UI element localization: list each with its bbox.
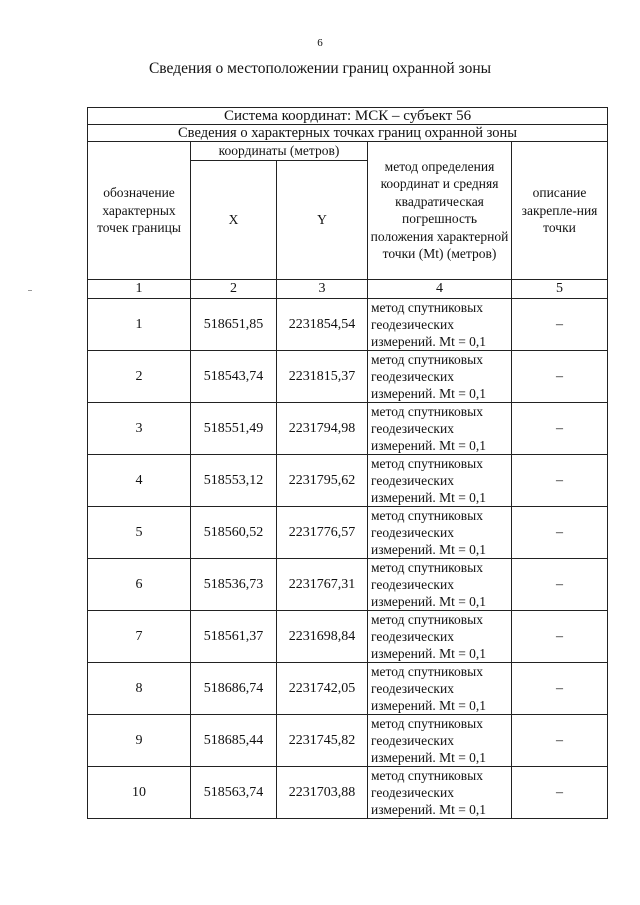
method-cell: метод спутниковых геодезических измерений. Mt = 0,1 <box>368 558 512 610</box>
y-coordinate-cell: 2231767,31 <box>277 558 368 610</box>
header-y: Y <box>277 160 368 279</box>
y-coordinate-cell: 2231815,37 <box>277 350 368 402</box>
table-row <box>88 610 608 662</box>
header-designation: обозначение характерных точек границы <box>88 142 191 280</box>
coordinate-system-cell: Система координат: МСК – субъект 56 <box>88 108 608 125</box>
method-cell: метод спутниковых геодезических измерений. Mt = 0,1 <box>368 610 512 662</box>
point-number-cell: 6 <box>88 558 191 610</box>
point-number-cell: 10 <box>88 766 191 818</box>
x-coordinate-cell: 518560,52 <box>191 506 277 558</box>
method-cell: метод спутниковых геодезических измерений. Mt = 0,1 <box>368 454 512 506</box>
column-number: 1 <box>88 279 191 298</box>
description-cell: – <box>512 610 608 662</box>
method-cell: метод спутниковых геодезических измерений. Mt = 0,1 <box>368 662 512 714</box>
method-cell: метод спутниковых геодезических измерений. Mt = 0,1 <box>368 350 512 402</box>
x-coordinate-cell: 518536,73 <box>191 558 277 610</box>
column-number: 4 <box>368 279 512 298</box>
method-cell: метод спутниковых геодезических измерений. Mt = 0,1 <box>368 402 512 454</box>
y-coordinate-cell: 2231794,98 <box>277 402 368 454</box>
description-cell: – <box>512 298 608 350</box>
x-coordinate-cell: 518551,49 <box>191 402 277 454</box>
header-method: метод определения координат и средняя квадратическая погрешность положения характерной точки (Mt) (метров) <box>368 142 512 280</box>
point-number-cell: 1 <box>88 298 191 350</box>
page-number: 6 <box>317 37 323 49</box>
method-cell: метод спутниковых геодезических измерений. Mt = 0,1 <box>368 714 512 766</box>
method-cell: метод спутниковых геодезических измерений. Mt = 0,1 <box>368 506 512 558</box>
point-number-cell: 8 <box>88 662 191 714</box>
y-coordinate-cell: 2231703,88 <box>277 766 368 818</box>
y-coordinate-cell: 2231698,84 <box>277 610 368 662</box>
header-coordinates: координаты (метров) <box>191 142 368 161</box>
method-cell: метод спутниковых геодезических измерений. Mt = 0,1 <box>368 298 512 350</box>
section-heading-cell: Сведения о характерных точках границ охранной зоны <box>88 125 608 142</box>
y-coordinate-cell: 2231776,57 <box>277 506 368 558</box>
description-cell: – <box>512 662 608 714</box>
description-cell: – <box>512 766 608 818</box>
table-row <box>88 402 608 454</box>
column-number: 5 <box>512 279 608 298</box>
y-coordinate-cell: 2231854,54 <box>277 298 368 350</box>
header-row <box>88 142 608 161</box>
description-cell: – <box>512 350 608 402</box>
x-coordinate-cell: 518543,74 <box>191 350 277 402</box>
table-row <box>88 454 608 506</box>
header-x: X <box>191 160 277 279</box>
margin-mark <box>28 290 32 291</box>
y-coordinate-cell: 2231742,05 <box>277 662 368 714</box>
point-number-cell: 2 <box>88 350 191 402</box>
description-cell: – <box>512 454 608 506</box>
method-cell: метод спутниковых геодезических измерений. Mt = 0,1 <box>368 766 512 818</box>
x-coordinate-cell: 518561,37 <box>191 610 277 662</box>
point-number-cell: 9 <box>88 714 191 766</box>
column-number: 2 <box>191 279 277 298</box>
column-number-row <box>88 279 608 298</box>
table-row <box>88 558 608 610</box>
description-cell: – <box>512 558 608 610</box>
column-number: 3 <box>277 279 368 298</box>
table-body <box>88 108 608 819</box>
table-row <box>88 714 608 766</box>
description-cell: – <box>512 506 608 558</box>
table-row <box>88 662 608 714</box>
coordinate-system-row <box>88 108 608 125</box>
x-coordinate-cell: 518685,44 <box>191 714 277 766</box>
description-cell: – <box>512 402 608 454</box>
table-row <box>88 506 608 558</box>
document-title: Сведения о местоположении границ охранной зоны <box>148 60 492 77</box>
x-coordinate-cell: 518651,85 <box>191 298 277 350</box>
header-description: описание закрепле-ния точки <box>512 142 608 280</box>
point-number-cell: 5 <box>88 506 191 558</box>
boundary-points-table <box>87 107 608 819</box>
table-row <box>88 298 608 350</box>
table-row <box>88 350 608 402</box>
section-heading-row <box>88 125 608 142</box>
description-cell: – <box>512 714 608 766</box>
point-number-cell: 7 <box>88 610 191 662</box>
x-coordinate-cell: 518563,74 <box>191 766 277 818</box>
table-row <box>88 766 608 818</box>
y-coordinate-cell: 2231795,62 <box>277 454 368 506</box>
y-coordinate-cell: 2231745,82 <box>277 714 368 766</box>
point-number-cell: 4 <box>88 454 191 506</box>
x-coordinate-cell: 518686,74 <box>191 662 277 714</box>
x-coordinate-cell: 518553,12 <box>191 454 277 506</box>
point-number-cell: 3 <box>88 402 191 454</box>
